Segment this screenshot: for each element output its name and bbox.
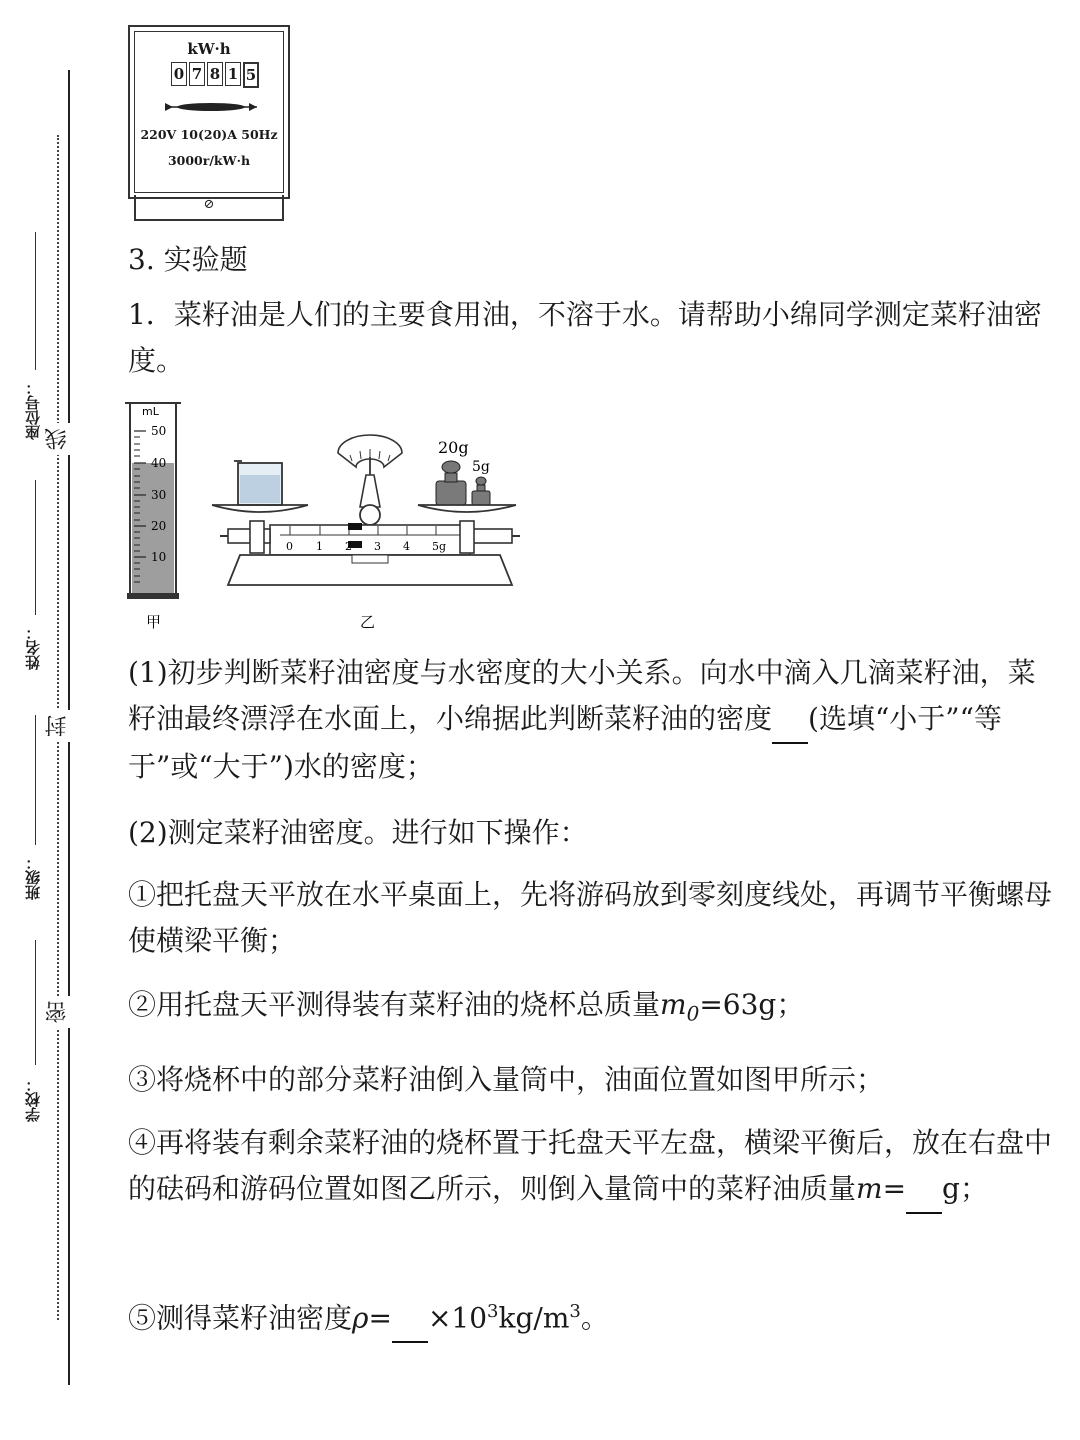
step-2 <box>128 982 1058 1037</box>
step-4 <box>128 1120 1058 1214</box>
scale-tick-label: 2 <box>345 540 352 553</box>
meter-digit: 0 <box>171 62 187 86</box>
figure-caption-yi: 乙 <box>360 613 376 631</box>
name-line <box>35 480 36 615</box>
seal-word-line: 线 <box>44 423 74 455</box>
meter-base <box>134 195 284 221</box>
meter-digit-decimal: 5 <box>243 62 259 88</box>
answer-blank-2[interactable] <box>906 1166 942 1214</box>
step-5-times: ×10 <box>427 1301 488 1335</box>
step-5-exponent: 3 <box>487 1301 499 1322</box>
section-title: 3. 实验题 <box>128 243 248 276</box>
graduated-cylinder <box>125 403 181 599</box>
step-3: ③将烧杯中的部分菜籽油倒入量筒中，油面位置如图甲所示； <box>128 1063 885 1096</box>
scale-tick-label: 3 <box>374 540 381 553</box>
meter-panel <box>134 31 284 193</box>
meter-disc-icon <box>163 100 259 114</box>
step-5-period: 。 <box>580 1301 609 1335</box>
scale-tick-label: 4 <box>403 540 410 553</box>
step-5 <box>128 1289 1058 1343</box>
meter-digit: 7 <box>189 62 205 86</box>
scale-tick-label: 5g <box>432 540 447 553</box>
meter-spec: 220V 10(20)A 50Hz <box>140 127 278 142</box>
step-5-text: ⑤测得菜籽油密度 <box>128 1301 353 1335</box>
school-label: 学校： <box>24 1077 42 1123</box>
balance-icon <box>212 435 520 585</box>
step-2-subscript: 0 <box>686 1001 700 1026</box>
electricity-meter <box>128 25 290 199</box>
step-4-equals: = <box>882 1172 907 1205</box>
seal-word-secret: 密 <box>44 996 74 1028</box>
meter-digits <box>171 62 261 88</box>
cylinder-tick-label: 30 <box>151 488 167 502</box>
part-1-options: (选填“小于”“等于”或“大于”)水的密度； <box>128 702 1002 783</box>
step-5-unit-exponent: 3 <box>569 1301 581 1322</box>
weight-5g-icon <box>472 477 490 505</box>
name-label: 姓名： <box>24 625 42 670</box>
meter-digit: 1 <box>225 62 241 86</box>
weight-label-5g: 5g <box>472 459 490 475</box>
scale-tick-label: 0 <box>286 540 293 553</box>
question-stem: 1．菜籽油是人们的主要食用油，不溶于水。请帮助小绵同学测定菜籽油密度。 <box>128 298 1042 377</box>
step-2-value: =63g； <box>699 988 805 1021</box>
beaker-icon <box>234 461 282 505</box>
step-1: ①把托盘天平放在水平桌面上，先将游码放到零刻度线处，再调节平衡螺母使横梁平衡； <box>128 878 1053 957</box>
meter-unit: kW·h <box>187 40 231 58</box>
meter-knob-icon: ⊘ <box>203 197 215 212</box>
weight-label-20g: 20g <box>438 438 469 457</box>
part-1-text: (1)初步判断菜籽油密度与水密度的大小关系。向水中滴入几滴菜籽油，菜籽油最终漂浮在水面上，小绵据此判断菜籽油的密度 <box>128 656 1036 735</box>
cylinder-tick-label: 10 <box>151 550 167 564</box>
seal-word-seal: 封 <box>44 710 74 742</box>
step-5-equals: = <box>368 1301 392 1335</box>
figure-caption-jia: 甲 <box>146 613 162 631</box>
step-4-unit: g； <box>942 1172 988 1205</box>
step-5-variable: ρ <box>352 1301 369 1335</box>
seat-number-label: 座位号： <box>24 380 42 440</box>
step-4-text: ④再将装有剩余菜籽油的烧杯置于托盘天平左盘，横梁平衡后，放在右盘中的砝码和游码位置如图乙所示，则倒入量筒中的菜籽油质量 <box>128 1126 1053 1205</box>
part-2: (2)测定菜籽油密度。进行如下操作： <box>128 816 588 849</box>
cylinder-tick-label: 40 <box>151 456 167 470</box>
cylinder-tick-label: 50 <box>151 424 167 438</box>
part-1 <box>128 650 1058 790</box>
step-4-variable: m <box>856 1172 883 1205</box>
step-2-text: ②用托盘天平测得装有菜籽油的烧杯总质量 <box>128 988 661 1021</box>
school-line <box>35 940 36 1065</box>
answer-blank-1[interactable] <box>772 696 808 744</box>
step-5-unit: kg/m <box>498 1301 570 1335</box>
step-2-variable: m <box>660 988 687 1021</box>
experiment-figure <box>120 395 540 640</box>
scale-tick-label: 1 <box>316 540 323 553</box>
meter-digit: 8 <box>207 62 223 86</box>
seat-number-line <box>35 232 36 370</box>
weight-20g-icon <box>436 461 466 505</box>
class-line <box>35 715 36 845</box>
class-label: 班级： <box>24 855 42 900</box>
answer-blank-3[interactable] <box>392 1295 428 1343</box>
cylinder-tick-label: 20 <box>151 519 167 533</box>
meter-rate: 3000r/kW·h <box>167 153 251 168</box>
cylinder-unit: mL <box>142 405 159 418</box>
